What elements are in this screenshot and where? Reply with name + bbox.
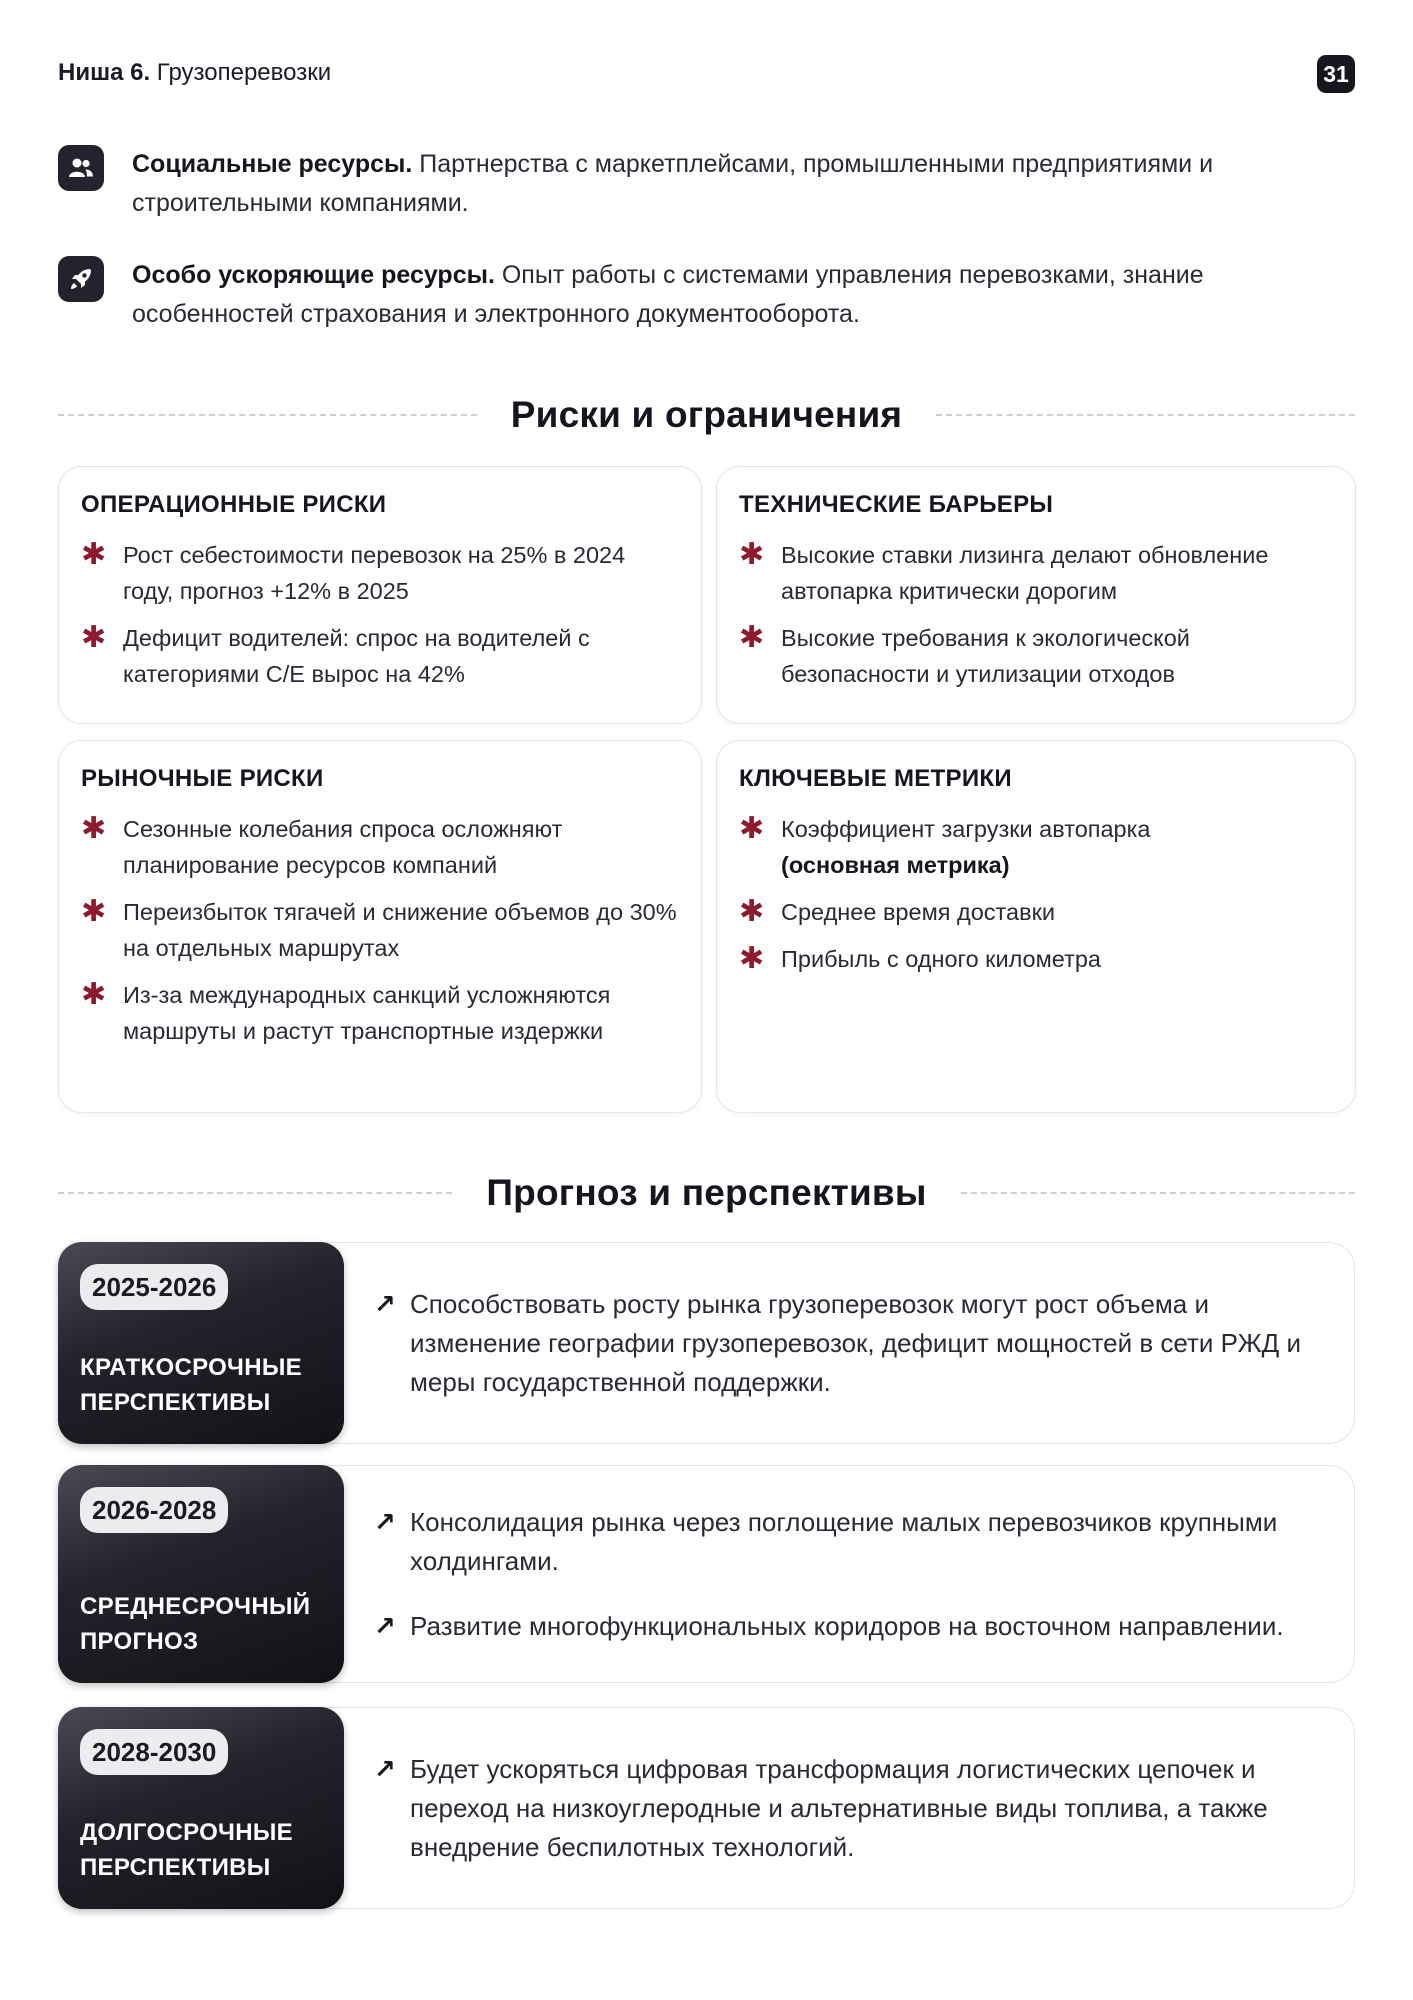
metric-item (739, 811, 1333, 883)
forecast-item-text: Способствовать росту рынка грузоперевозок могут рост объема и изменение географии грузоперевозок, дефицит мощностей в сети РЖД и меры государственной поддержки. (410, 1288, 1302, 1397)
forecast-item-text: Консолидация рынка через поглощение малых перевозчиков крупными холдингами. (410, 1506, 1278, 1576)
people-icon (58, 145, 104, 191)
risk-item (81, 620, 679, 692)
risks-section-heading (58, 390, 1355, 440)
risk-item-text: Дефицит водителей: спрос на водителей с категориями C/E вырос на 42% (123, 625, 590, 687)
forecast-item-text: Развитие многофункциональных коридоров на восточном направлении. (410, 1610, 1284, 1641)
risk-card-operational (58, 466, 702, 724)
risk-item (81, 894, 679, 966)
resource-social-desc: Партнерства с маркетплейсами, промышленными предприятиями и строительными компаниями. (132, 150, 1214, 217)
risk-item-text: Высокие требования к экологической безопасности и утилизации отходов (781, 625, 1190, 687)
forecast-period-panel (58, 1465, 344, 1683)
risk-item (81, 977, 679, 1049)
period-label (80, 1589, 310, 1659)
forecast-row-long-term (58, 1707, 1355, 1909)
resource-social-title: Социальные ресурсы. (132, 150, 413, 178)
arrow-up-right-icon: ↗ (374, 1288, 396, 1319)
divider (58, 1192, 452, 1194)
forecast-items (374, 1242, 1331, 1444)
divider (58, 414, 477, 416)
resource-social-text (132, 145, 1355, 223)
risk-card-title: ТЕХНИЧЕСКИЕ БАРЬЕРЫ (739, 491, 1054, 518)
page-header (58, 55, 1355, 91)
forecast-item (374, 1285, 1331, 1402)
asterisk-icon: ✱ (739, 812, 765, 845)
asterisk-icon: ✱ (81, 812, 107, 845)
risk-item (739, 620, 1333, 692)
metric-item-text: Коэффициент загрузки автопарка (781, 816, 1151, 842)
asterisk-icon: ✱ (81, 895, 107, 928)
rocket-icon (58, 256, 104, 302)
niche-label: Ниша 6. (58, 59, 151, 86)
risk-card-title: РЫНОЧНЫЕ РИСКИ (81, 765, 324, 792)
forecast-item (374, 1503, 1331, 1581)
period-label-line2: ПРОГНОЗ (80, 1628, 199, 1655)
asterisk-icon: ✱ (81, 538, 107, 571)
resource-accelerating-text (132, 256, 1355, 334)
period-label-line2: ПЕРСПЕКТИВЫ (80, 1854, 271, 1881)
forecast-item (374, 1607, 1331, 1646)
risk-card-metrics (716, 740, 1356, 1113)
period-label-line2: ПЕРСПЕКТИВЫ (80, 1389, 271, 1416)
risk-item-text: Сезонные колебания спроса осложняют планирование ресурсов компаний (123, 816, 563, 878)
asterisk-icon: ✱ (739, 895, 765, 928)
forecast-title: Прогноз и перспективы (486, 1172, 927, 1213)
risk-item (739, 537, 1333, 609)
risk-item (81, 811, 679, 883)
resource-social (58, 145, 1355, 223)
page-number-badge: 31 (1317, 55, 1355, 93)
asterisk-icon: ✱ (739, 621, 765, 654)
period-label-line1: СРЕДНЕСРОЧНЫЙ (80, 1593, 311, 1620)
page-title (58, 55, 1355, 91)
divider (961, 1192, 1355, 1194)
forecast-row-mid-term (58, 1465, 1355, 1683)
arrow-up-right-icon: ↗ (374, 1506, 396, 1537)
period-label-line1: ДОЛГОСРОЧНЫЕ (80, 1819, 293, 1846)
period-badge: 2026-2028 (80, 1487, 228, 1533)
niche-name: Грузоперевозки (156, 59, 332, 86)
forecast-section-heading (58, 1168, 1355, 1218)
resource-accelerating-title: Особо ускоряющие ресурсы. (132, 261, 495, 289)
asterisk-icon: ✱ (739, 942, 765, 975)
period-badge: 2025-2026 (80, 1264, 228, 1310)
risk-card-title: КЛЮЧЕВЫЕ МЕТРИКИ (739, 765, 1012, 792)
metric-item (739, 894, 1333, 930)
forecast-items (374, 1465, 1331, 1683)
forecast-item-text: Будет ускоряться цифровая трансформация логистических цепочек и переход на низкоуглеродные и альтернативные виды топлива, а также внедрение беспилотных технологий. (410, 1753, 1268, 1862)
risk-card-technical (716, 466, 1356, 724)
asterisk-icon: ✱ (81, 621, 107, 654)
forecast-period-panel (58, 1707, 344, 1909)
period-badge: 2028-2030 (80, 1729, 228, 1775)
asterisk-icon: ✱ (739, 538, 765, 571)
forecast-items (374, 1707, 1331, 1909)
forecast-row-short-term (58, 1242, 1355, 1444)
divider (936, 414, 1355, 416)
arrow-up-right-icon: ↗ (374, 1753, 396, 1784)
metric-item-text: Прибыль с одного километра (781, 946, 1101, 972)
risks-title: Риски и ограничения (510, 394, 903, 435)
risk-item-text: Рост себестоимости перевозок на 25% в 2024 году, прогноз +12% в 2025 (123, 542, 626, 604)
metric-item-note: (основная метрика) (781, 852, 1010, 878)
forecast-period-panel (58, 1242, 344, 1444)
metric-item (739, 941, 1333, 977)
period-label (80, 1815, 293, 1885)
risk-item-text: Высокие ставки лизинга делают обновление автопарка критически дорогим (781, 542, 1269, 604)
risk-item (81, 537, 679, 609)
resource-accelerating-desc: Опыт работы с системами управления перевозками, знание особенностей страхования и электронного документооборота. (132, 261, 1204, 328)
risk-card-market (58, 740, 702, 1113)
forecast-item (374, 1750, 1331, 1867)
arrow-up-right-icon: ↗ (374, 1610, 396, 1641)
period-label (80, 1350, 302, 1420)
metric-item-text: Среднее время доставки (781, 899, 1055, 925)
risk-item-text: Переизбыток тягачей и снижение объемов до 30% на отдельных маршрутах (123, 899, 677, 961)
risk-item-text: Из-за международных санкций усложняются маршруты и растут транспортные издержки (123, 982, 611, 1044)
resource-accelerating (58, 256, 1355, 334)
period-label-line1: КРАТКОСРОЧНЫЕ (80, 1354, 302, 1381)
asterisk-icon: ✱ (81, 978, 107, 1011)
risk-card-title: ОПЕРАЦИОННЫЕ РИСКИ (81, 491, 387, 518)
